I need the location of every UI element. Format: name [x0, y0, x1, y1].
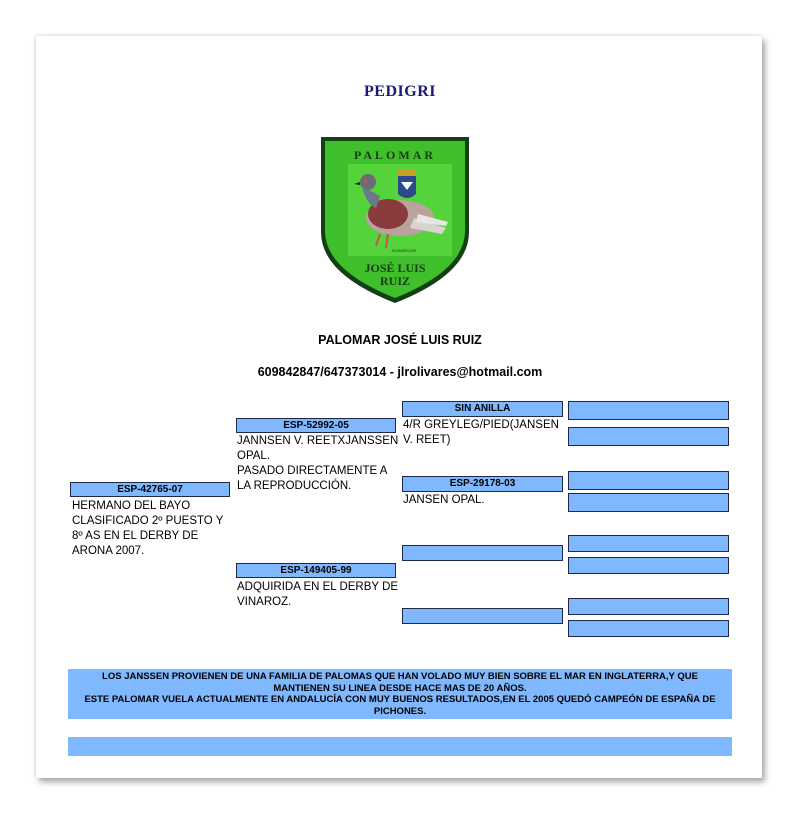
banner-line: LOS JANSSEN PROVIENEN DE UNA FAMILIA DE PALOMAS QUE HAN VOLADO MUY BIEN SOBRE EL MAR EN INGLATERRA,Y QUE [102, 671, 698, 682]
sire-note-line: JANNSEN V. REETXJANSSEN [237, 435, 399, 447]
sire-dam-notes [403, 493, 563, 508]
gen4-box [568, 427, 729, 446]
sire-note-line: LA REPRODUCCIÓN. [237, 480, 352, 492]
logo-top-text: PALOMAR [353, 148, 437, 162]
crest-icon [398, 170, 416, 198]
logo-bottom-line1: JOSÉ LUIS [364, 261, 426, 275]
gen4-box [568, 557, 729, 574]
loft-name: PALOMAR JOSÉ LUIS RUIZ [318, 333, 482, 347]
page-title: PEDIGRI [364, 83, 436, 100]
banner-line: PICHONES. [373, 705, 427, 717]
subject-ring-box: ESP-42765-07 [70, 482, 230, 497]
subject-note-line: ARONA 2007. [72, 545, 145, 557]
gen4-box [568, 620, 729, 637]
dam-sire-ring-box [402, 545, 563, 561]
banner-line: ESTE PALOMAR VUELA ACTUALMENTE EN ANDALUCÍA CON MUY BUENOS RESULTADOS,EN EL 2005 QUEDÓ CAMPEÓN DE ESPAÑA DE [84, 694, 716, 705]
sire-sire-notes [403, 418, 563, 448]
sire-notes [237, 434, 402, 494]
logo-bottom-line2: RUIZ [379, 274, 411, 288]
dam-dam-ring-box [402, 608, 563, 624]
gen4-box [568, 493, 729, 512]
sire-sire-note-line: 4/R GREYLEG/PIED(JANSEN [403, 419, 559, 431]
subject-notes [72, 499, 237, 559]
dam-note-line: ADQUIRIDA EN EL DERBY DE [237, 581, 399, 593]
banner-line: MANTIENEN SU LINEA DESDE HACE MAS DE 20 AÑOS. [273, 682, 527, 694]
sire-dam-note-line: JANSEN OPAL. [403, 494, 485, 506]
sire-note-line: PASADO DIRECTAMENTE A [237, 465, 388, 477]
sire-sire-note-line: V. REET) [403, 434, 451, 446]
loft-logo [318, 134, 472, 306]
gen4-box [568, 535, 729, 552]
gen4-box [568, 471, 729, 490]
subject-note-line: HERMANO DEL BAYO [72, 500, 191, 512]
info-banner [68, 669, 732, 719]
sire-dam-ring-box: ESP-29178-03 [402, 476, 563, 492]
sire-sire-ring-box: SIN ANILLA [402, 401, 563, 417]
contact-line: 609842847/647373014 - jlrolivares@hotmail.com [257, 365, 543, 379]
sire-ring-box: ESP-52992-05 [236, 418, 396, 433]
logo-small-text: ALMUÑECAR [391, 248, 417, 253]
gen4-box [568, 401, 729, 420]
dam-note-line: VINAROZ. [237, 596, 292, 608]
dam-notes [237, 580, 402, 610]
gen4-box [568, 598, 729, 615]
subject-note-line: CLASIFICADO 2º PUESTO Y [72, 515, 224, 527]
dam-ring-box: ESP-149405-99 [236, 563, 396, 578]
subject-note-line: 8º AS EN EL DERBY DE [72, 530, 199, 542]
footer-bar [68, 737, 732, 756]
sire-note-line: OPAL. [237, 450, 271, 462]
